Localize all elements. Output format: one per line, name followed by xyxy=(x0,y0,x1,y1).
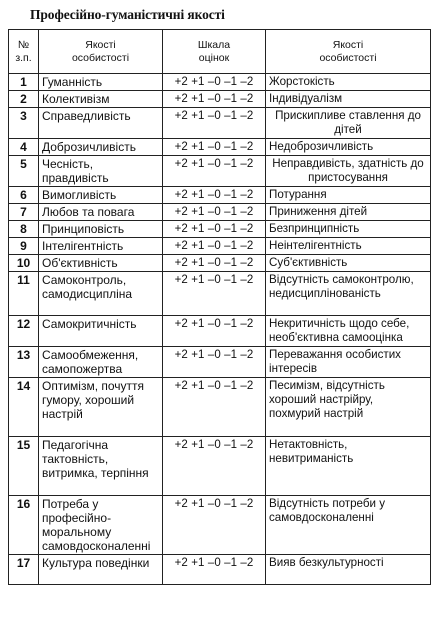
page-title: Професійно-гуманістичні якості xyxy=(30,7,225,22)
opposite-quality: Суб'єктивність xyxy=(266,255,431,272)
row-number: 17 xyxy=(9,555,39,585)
row-number: 4 xyxy=(9,139,39,156)
quality-name: Самокритичність xyxy=(39,316,163,347)
table-row xyxy=(9,316,431,347)
table-row xyxy=(9,238,431,255)
header-anti-quality: Якості особистості xyxy=(266,30,431,74)
rating-scale: +2 +1 –0 –1 –2 xyxy=(163,272,266,316)
row-number: 10 xyxy=(9,255,39,272)
quality-name: Оптимізм, почуття гумору, хороший настрій xyxy=(39,378,163,437)
quality-name: Інтелігентність xyxy=(39,238,163,255)
header-num: № з.п. xyxy=(9,30,39,74)
row-number: 5 xyxy=(9,156,39,187)
row-number: 6 xyxy=(9,187,39,204)
opposite-quality: Потурання xyxy=(266,187,431,204)
opposite-quality: Відсутність самоконтролю, недисциплінованість xyxy=(266,272,431,316)
quality-name: Самообмеження, самопожертва xyxy=(39,347,163,378)
table-header-row xyxy=(9,30,431,74)
table-row xyxy=(9,221,431,238)
quality-name: Потреба у професійно-моральному самовдосконаленні xyxy=(39,496,163,555)
rating-scale: +2 +1 –0 –1 –2 xyxy=(163,204,266,221)
header-quality: Якості особистості xyxy=(39,30,163,74)
quality-name: Об'єктивність xyxy=(39,255,163,272)
table-row xyxy=(9,555,431,585)
table-row xyxy=(9,378,431,437)
quality-name: Принциповість xyxy=(39,221,163,238)
quality-name: Любов та повага xyxy=(39,204,163,221)
row-number: 16 xyxy=(9,496,39,555)
table-row xyxy=(9,91,431,108)
table-row xyxy=(9,156,431,187)
opposite-quality: Безпринципність xyxy=(266,221,431,238)
row-number: 14 xyxy=(9,378,39,437)
rating-scale: +2 +1 –0 –1 –2 xyxy=(163,347,266,378)
rating-scale: +2 +1 –0 –1 –2 xyxy=(163,437,266,496)
quality-name: Гуманність xyxy=(39,74,163,91)
row-number: 1 xyxy=(9,74,39,91)
table-row xyxy=(9,204,431,221)
row-number: 3 xyxy=(9,108,39,139)
rating-scale: +2 +1 –0 –1 –2 xyxy=(163,139,266,156)
opposite-quality: Неінтелігентність xyxy=(266,238,431,255)
rating-scale: +2 +1 –0 –1 –2 xyxy=(163,555,266,585)
quality-name: Самоконтроль, самодисципліна xyxy=(39,272,163,316)
table-body xyxy=(9,74,431,585)
table-row xyxy=(9,74,431,91)
rating-scale: +2 +1 –0 –1 –2 xyxy=(163,156,266,187)
table-row xyxy=(9,255,431,272)
rating-scale: +2 +1 –0 –1 –2 xyxy=(163,378,266,437)
table-row xyxy=(9,437,431,496)
opposite-quality: Переважання особистих інтересів xyxy=(266,347,431,378)
rating-scale: +2 +1 –0 –1 –2 xyxy=(163,496,266,555)
quality-name: Доброзичливість xyxy=(39,139,163,156)
opposite-quality: Недоброзичливість xyxy=(266,139,431,156)
table-row xyxy=(9,187,431,204)
rating-scale: +2 +1 –0 –1 –2 xyxy=(163,91,266,108)
row-number: 8 xyxy=(9,221,39,238)
rating-scale: +2 +1 –0 –1 –2 xyxy=(163,74,266,91)
opposite-quality: Індивідуалізм xyxy=(266,91,431,108)
row-number: 11 xyxy=(9,272,39,316)
row-number: 15 xyxy=(9,437,39,496)
rating-scale: +2 +1 –0 –1 –2 xyxy=(163,108,266,139)
opposite-quality: Некритичність щодо себе, необ'єктивна самооцінка xyxy=(266,316,431,347)
opposite-quality: Песимізм, відсутність хороший настрійру, похмурий настрій xyxy=(266,378,431,437)
rating-scale: +2 +1 –0 –1 –2 xyxy=(163,316,266,347)
rating-scale: +2 +1 –0 –1 –2 xyxy=(163,187,266,204)
quality-name: Колективізм xyxy=(39,91,163,108)
table-row xyxy=(9,347,431,378)
table-row xyxy=(9,108,431,139)
table-row xyxy=(9,272,431,316)
rating-scale: +2 +1 –0 –1 –2 xyxy=(163,255,266,272)
quality-name: Справедливість xyxy=(39,108,163,139)
table-row xyxy=(9,496,431,555)
opposite-quality: Жорстокість xyxy=(266,74,431,91)
opposite-quality: Відсутність потреби у самовдосконаленні xyxy=(266,496,431,555)
quality-name: Чесність, правдивість xyxy=(39,156,163,187)
quality-name: Вимогливість xyxy=(39,187,163,204)
opposite-quality: Прискипливе ставлення до дітей xyxy=(266,108,431,139)
row-number: 9 xyxy=(9,238,39,255)
row-number: 7 xyxy=(9,204,39,221)
rating-scale: +2 +1 –0 –1 –2 xyxy=(163,221,266,238)
opposite-quality: Неправдивість, здатність до пристосування xyxy=(266,156,431,187)
row-number: 13 xyxy=(9,347,39,378)
quality-name: Педагогічна тактовність, витримка, терпіння xyxy=(39,437,163,496)
rating-scale: +2 +1 –0 –1 –2 xyxy=(163,238,266,255)
row-number: 2 xyxy=(9,91,39,108)
table-row xyxy=(9,139,431,156)
opposite-quality: Нетактовність, невитриманість xyxy=(266,437,431,496)
row-number: 12 xyxy=(9,316,39,347)
header-scale: Шкала оцінок xyxy=(163,30,266,74)
quality-name: Культура поведінки xyxy=(39,555,163,585)
qualities-table xyxy=(8,29,431,585)
opposite-quality: Приниження дітей xyxy=(266,204,431,221)
opposite-quality: Вияв безкультурності xyxy=(266,555,431,585)
